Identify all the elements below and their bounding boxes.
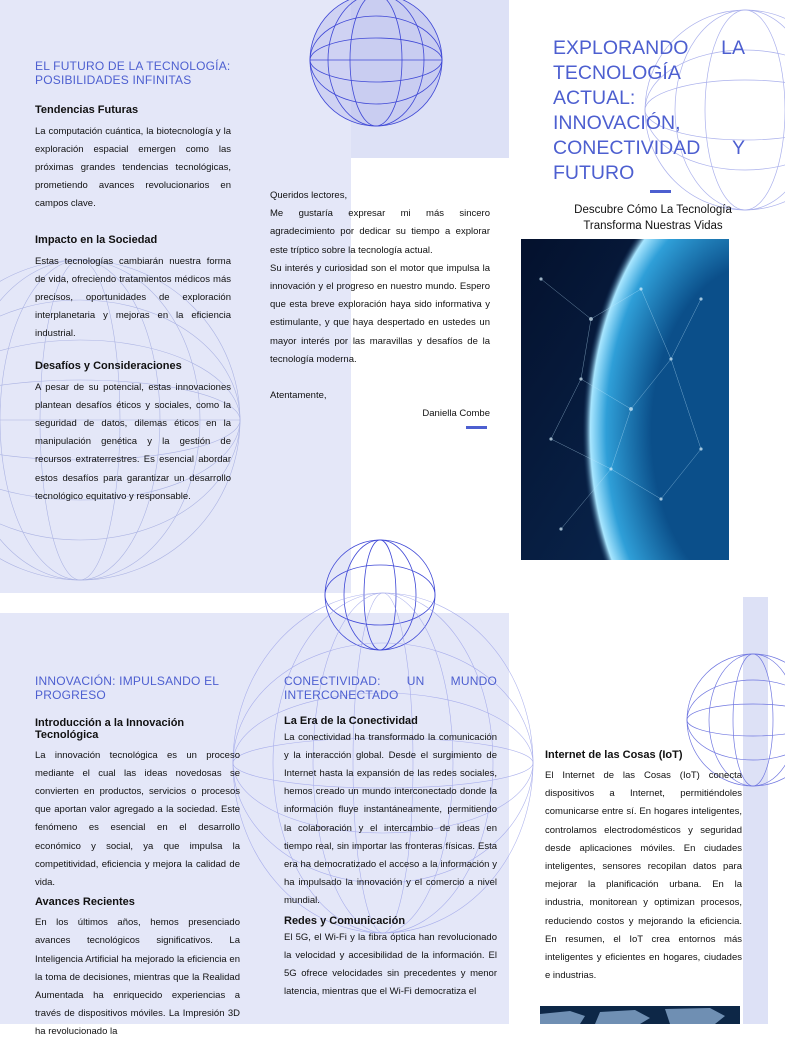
heading-future: EL FUTURO DE LA TECNOLOGÍA: POSIBILIDADES INFINITAS — [35, 59, 231, 87]
letter-paragraph: Su interés y curiosidad son el motor que impulsa la innovación y el progreso en nuestro mundo. Espero que esta breve exploración haya sido informativa y estimulante, y que haya despertado en ustedes un mayor interés por las maravillas y desafíos de la tecnología moderna. — [270, 262, 490, 365]
letter-paragraph: Me gustaría expresar mi más sincero agradecimiento por dedicar su tiempo a explorar este tríptico sobre la tecnología actual. — [270, 208, 490, 256]
text-networks: El 5G, el Wi-Fi y la fibra óptica han revolucionado la velocidad y accesibilidad de la información. El 5G ofrece velocidades sin precedentes y menor latencia, mientras que el Wi-Fi democratiza el — [284, 931, 497, 998]
panel-iot — [545, 749, 742, 985]
brochure-tagline: Descubre Cómo La Tecnología Transforma Nuestras Vidas — [574, 204, 732, 232]
brochure-title: EXPLORANDO LA TECNOLOGÍA ACTUAL: INNOVACIÓN, CONECTIVIDAD Y FUTURO — [553, 37, 745, 184]
subtitle-networks: Redes y Comunicación — [284, 914, 406, 927]
text-challenges: A pesar de su potencial, estas innovaciones plantean desafíos éticos y sociales, como la seguridad de datos, dilemas éticos en la manipulación genética y la gestión de recursos extraterrestres. Es esencial abordar estos desafíos para garantizar un desarrollo tecnológico equitativo y responsable. — [35, 381, 231, 502]
letter-closing: Atentamente, — [270, 390, 327, 402]
title-underline — [650, 190, 671, 193]
letter-signature: Daniella Combe — [422, 408, 490, 420]
text-intro: La innovación tecnológica es un proceso mediante el cual las ideas novedosas se convierten en productos, servicios o procesos que aportan valor agregado a la sociedad. Este fenómeno es esencial en el desarrollo económico y social, ya que impulsa la competitividad, eficiencia y mejora la calidad de vida. — [35, 749, 240, 889]
panel-letter — [270, 187, 490, 423]
panel-innovation — [35, 675, 240, 1042]
subtitle-impact: Impacto en la Sociedad — [35, 233, 158, 246]
panel-connectivity — [284, 675, 497, 1001]
world-map-image — [540, 1006, 740, 1024]
subtitle-intro: Introducción a la Innovación Tecnológica — [35, 716, 185, 741]
divider-bar — [466, 426, 487, 429]
subtitle-era: La Era de la Conectividad — [284, 714, 418, 727]
text-advances: En los últimos años, hemos presenciado avances tecnológicos significativos. La Inteligencia Artificial ha mejorado la eficiencia en la toma de decisiones, mientras que la Realidad Aumentada ha enriquecido experiencias a través de dispositivos móviles. La Impresión 3D ha revolucionado la — [35, 917, 240, 1038]
letter-greeting: Queridos lectores, — [270, 190, 348, 201]
lavender-strip-right — [743, 597, 768, 1024]
panel-future — [35, 60, 231, 506]
text-impact: Estas tecnologías cambiarán nuestra forma de vida, ofreciendo tratamientos médicos más precisos, oportunidades de exploración interplanetaria y mejoras en la eficiencia industrial. — [35, 255, 231, 340]
text-trends: La computación cuántica, la biotecnología y la exploración espacial emergen como las próximas grandes tendencias tecnológicas, prometiendo avances revolucionarios en campos clave. — [35, 125, 231, 210]
heading-innovation: INNOVACIÓN: IMPULSANDO EL PROGRESO — [35, 674, 219, 702]
heading-connectivity: CONECTIVIDAD: UN MUNDO INTERCONECTADO — [284, 674, 497, 702]
subtitle-trends: Tendencias Futuras — [35, 103, 139, 116]
subtitle-advances: Avances Recientes — [35, 896, 135, 909]
text-era: La conectividad ha transformado la comunicación y la interacción global. Desde el surgimiento de Internet hasta la expansión de las redes sociales, hemos creado un mundo interconectado donde la información fluye instantáneamente, permitiendo la colaboración y el intercambio de ideas en tiempo real, sin importar las fronteras físicas. Esta era ha democratizado el acceso a la información y ha impulsado la innovación y el comercio a nivel mundial. — [284, 731, 497, 907]
lavender-block-top — [351, 0, 509, 158]
subtitle-iot: Internet de las Cosas (IoT) — [545, 749, 683, 761]
earth-network-image — [521, 239, 729, 560]
text-iot: El Internet de las Cosas (IoT) conecta dispositivos a Internet, permitiéndoles comunicarse entre sí. En hogares inteligentes, controlamos electrodomésticos y seguridad desde aplicaciones móviles. En ciudades inteligentes, sensores recopilan datos para mejorar la planificación urbana. En la industria, monitorean y optimizan procesos, reduciendo costos y mejorando la eficiencia. En resumen, el IoT crea entornos más inteligentes y eficientes en hogares, ciudades e industrias. — [545, 770, 742, 982]
subtitle-challenges: Desafíos y Consideraciones — [35, 359, 182, 372]
